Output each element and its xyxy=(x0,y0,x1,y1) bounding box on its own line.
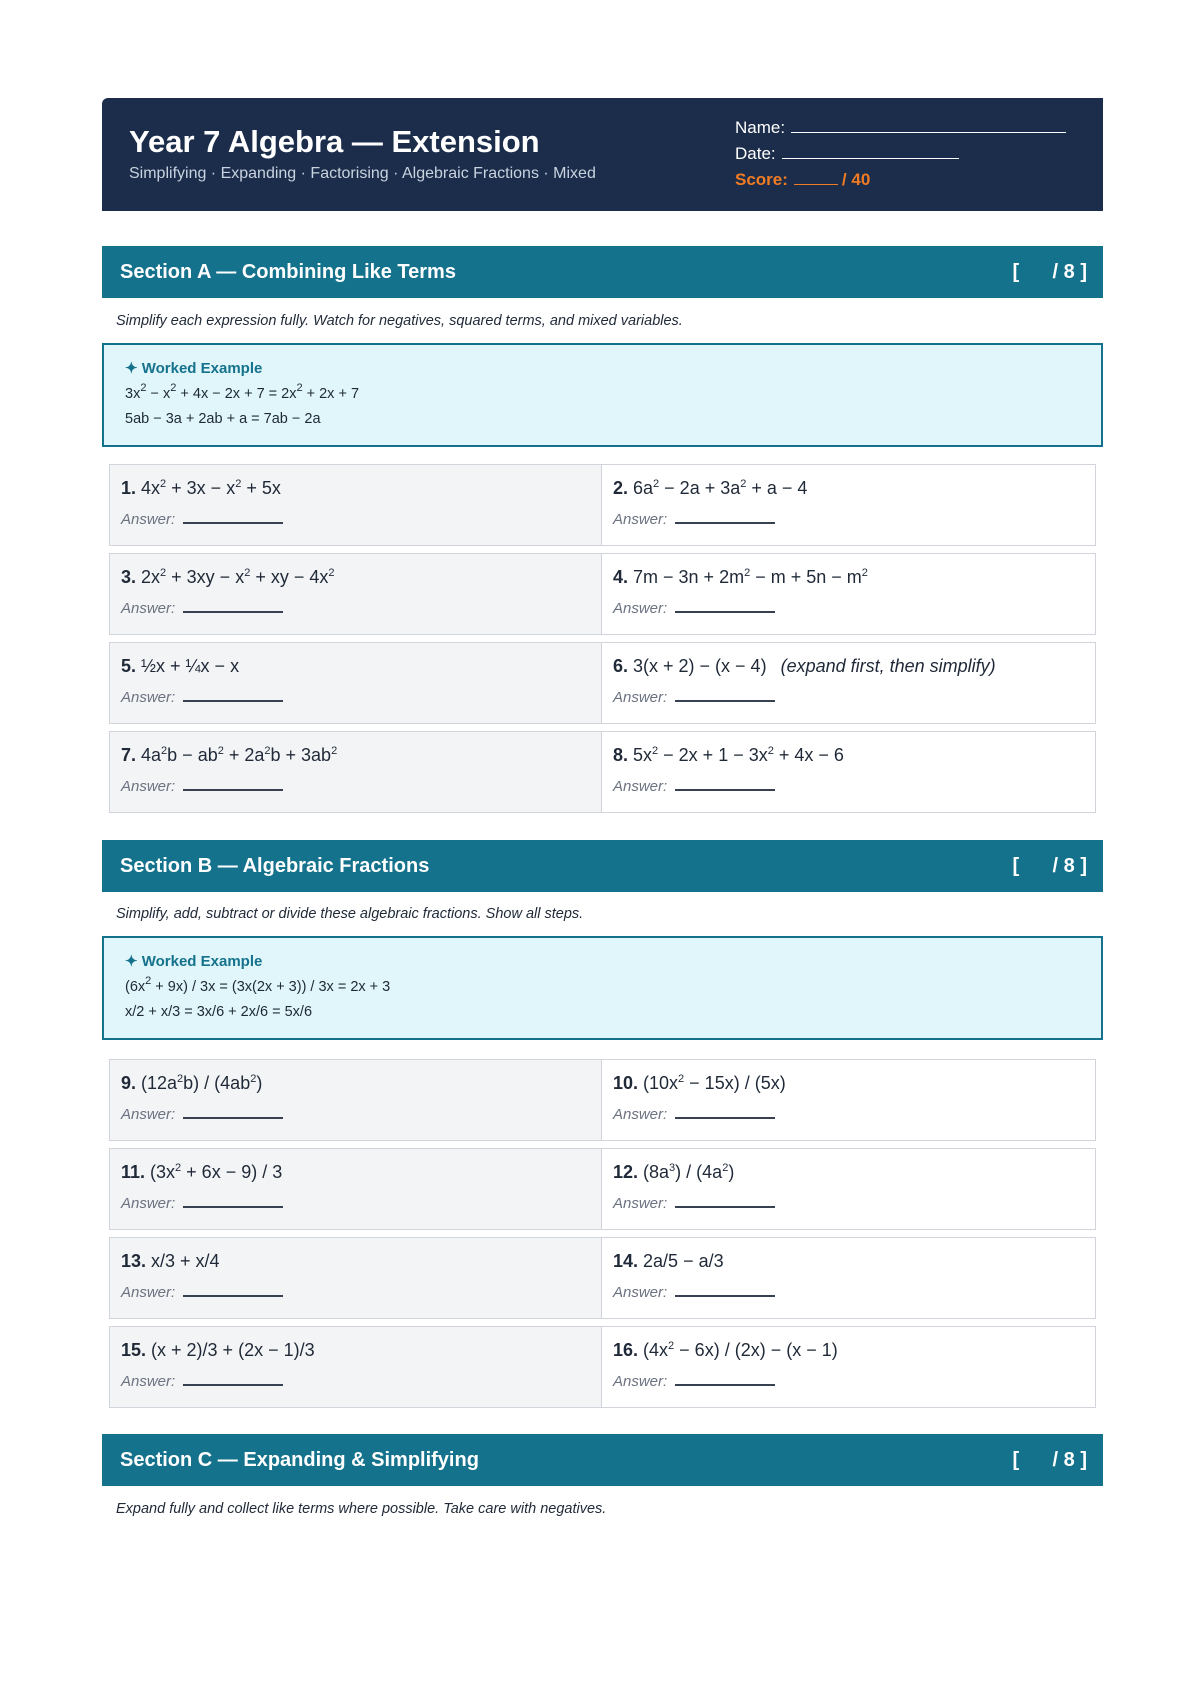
worksheet-subtitle: Simplifying · Expanding · Factorising · Algebraic Fractions · Mixed xyxy=(129,165,596,182)
section-marks: [ / 8 ] xyxy=(1012,261,1087,283)
section-c-header xyxy=(102,1434,1103,1486)
question-number: 8. xyxy=(613,745,634,765)
question-cell xyxy=(109,1148,602,1230)
name-label: Name: xyxy=(735,118,786,137)
question-text xyxy=(613,478,807,499)
answer-field[interactable] xyxy=(613,510,775,528)
question-cell xyxy=(109,553,602,635)
question-cell xyxy=(602,731,1096,813)
worksheet-title: Year 7 Algebra — Extension xyxy=(129,124,540,159)
question-expression: $(12a^2b) / (4ab^2)$ xyxy=(141,1073,263,1093)
answer-blank[interactable] xyxy=(675,510,775,524)
score-field[interactable] xyxy=(735,170,870,190)
question-expression: $(10x^2 - 15x) / (5x)$ xyxy=(643,1073,786,1093)
answer-field[interactable] xyxy=(121,1194,283,1212)
answer-field[interactable] xyxy=(613,1105,775,1123)
question-text xyxy=(613,1340,838,1361)
question-expression: $4a^2b - ab^2 + 2a^2b + 3ab^2$ xyxy=(141,745,338,765)
answer-blank[interactable] xyxy=(183,599,283,613)
answer-field[interactable] xyxy=(121,1372,283,1390)
answer-blank[interactable] xyxy=(183,1105,283,1119)
answer-label: Answer: xyxy=(121,1373,176,1390)
question-number: 9. xyxy=(121,1073,142,1093)
question-expression: $6a^2 - 2a + 3a^2 + a - 4$ xyxy=(633,478,808,498)
question-cell xyxy=(602,1148,1096,1230)
question-text xyxy=(613,1162,734,1183)
answer-blank[interactable] xyxy=(675,599,775,613)
question-text xyxy=(613,656,996,677)
question-expression: $7m - 3n + 2m^2 - m + 5n - m^2$ xyxy=(633,567,868,587)
section-b-header xyxy=(102,840,1103,892)
question-text xyxy=(613,1251,724,1272)
question-cell xyxy=(602,1237,1096,1319)
worked-example-label: ✦ Worked Example xyxy=(125,360,263,377)
question-number: 4. xyxy=(613,567,634,587)
question-cell xyxy=(602,1326,1096,1408)
worked-example-line: 5ab − 3a + 2ab + a = 7ab − 2a xyxy=(125,411,321,427)
answer-label: Answer: xyxy=(121,689,176,706)
answer-blank[interactable] xyxy=(675,1283,775,1297)
question-number: 10. xyxy=(613,1073,644,1093)
answer-blank[interactable] xyxy=(183,1283,283,1297)
question-row xyxy=(109,1326,1096,1408)
section-title: Section A — Combining Like Terms xyxy=(120,261,456,283)
question-cell xyxy=(109,1237,602,1319)
worksheet-header xyxy=(102,98,1103,211)
answer-label: Answer: xyxy=(613,1106,668,1123)
question-number: 5. xyxy=(121,656,142,676)
question-expression: 2a/5 − a/3 xyxy=(643,1251,724,1271)
question-expression: $2x^2 + 3xy - x^2$ + xy − $4x^2$ xyxy=(141,567,335,587)
question-text xyxy=(121,567,335,588)
question-number: 7. xyxy=(121,745,142,765)
question-number: 6. xyxy=(613,656,634,676)
question-text xyxy=(121,478,281,499)
question-number: 1. xyxy=(121,478,142,498)
question-cell xyxy=(109,1326,602,1408)
answer-blank[interactable] xyxy=(183,688,283,702)
worked-example-line: x/2 + x/3 = 3x/6 + 2x/6 = 5x/6 xyxy=(125,1004,313,1020)
answer-label: Answer: xyxy=(613,778,668,795)
answer-blank[interactable] xyxy=(183,777,283,791)
answer-label: Answer: xyxy=(613,1195,668,1212)
section-title: Section B — Algebraic Fractions xyxy=(120,855,430,877)
question-expression: $(3x^2 + 6x - 9) / 3$ xyxy=(150,1162,283,1182)
question-text xyxy=(613,745,844,766)
question-expression: $4x^2 + 3x - x^2 + 5x$ xyxy=(141,478,281,498)
date-label: Date: xyxy=(735,144,776,163)
question-text xyxy=(121,745,337,766)
answer-field[interactable] xyxy=(613,777,775,795)
question-row xyxy=(109,553,1096,635)
answer-field[interactable] xyxy=(121,1105,283,1123)
question-row xyxy=(109,464,1096,546)
question-row xyxy=(109,1148,1096,1230)
question-expression: ½x + ¼x − x xyxy=(141,656,240,676)
answer-label: Answer: xyxy=(613,600,668,617)
section-marks: [ / 8 ] xyxy=(1012,855,1087,877)
question-cell xyxy=(109,642,602,724)
score-total: / 40 xyxy=(841,170,871,189)
answer-blank[interactable] xyxy=(675,1194,775,1208)
answer-field[interactable] xyxy=(121,510,283,528)
answer-field[interactable] xyxy=(613,1372,775,1390)
answer-blank[interactable] xyxy=(675,777,775,791)
worked-example xyxy=(102,343,1103,447)
answer-blank[interactable] xyxy=(675,688,775,702)
question-cell xyxy=(602,1059,1096,1141)
answer-label: Answer: xyxy=(613,511,668,528)
question-hint: (expand first, then simplify) xyxy=(780,656,996,676)
answer-label: Answer: xyxy=(121,1284,176,1301)
question-expression: (x + 2)/3 + (2x − 1)/3 xyxy=(151,1340,315,1360)
answer-blank[interactable] xyxy=(183,1194,283,1208)
answer-label: Answer: xyxy=(121,600,176,617)
question-expression: $5x^2 - 2x + 1 - 3x^2 + 4x - 6$ xyxy=(633,745,844,765)
answer-field[interactable] xyxy=(613,1194,775,1212)
question-number: 14. xyxy=(613,1251,644,1271)
question-cell xyxy=(602,464,1096,546)
question-text xyxy=(121,1162,282,1183)
worked-example-line: $3x^2 - x^2 + 4x - 2x + 7 = 2x^2 + 2x + 7$ xyxy=(125,382,360,402)
question-expression: 3(x + 2) − (x − 4) xyxy=(633,656,767,676)
question-text xyxy=(613,567,868,588)
question-text xyxy=(613,1073,786,1094)
question-expression: x/3 + x/4 xyxy=(151,1251,220,1271)
worked-example-line: $(6x^2 + 9x) / 3x = (3x(2x + 3)) / 3x = 2x + 3$ xyxy=(125,975,391,995)
section-instruction: Expand fully and collect like terms where possible. Take care with negatives. xyxy=(116,1501,607,1517)
question-cell xyxy=(602,642,1096,724)
question-row xyxy=(109,731,1096,813)
answer-field[interactable] xyxy=(613,688,775,706)
question-number: 12. xyxy=(613,1162,644,1182)
answer-label: Answer: xyxy=(613,689,668,706)
answer-label: Answer: xyxy=(121,511,176,528)
question-text xyxy=(121,656,239,677)
question-cell xyxy=(109,1059,602,1141)
answer-blank[interactable] xyxy=(675,1372,775,1386)
date-blank[interactable] xyxy=(782,144,959,159)
section-title: Section C — Expanding & Simplifying xyxy=(120,1449,479,1471)
question-expression: $(4x^2 - 6x) / (2x) - (x - 1)$ xyxy=(643,1340,838,1360)
score-label: Score: xyxy=(735,170,788,189)
question-number: 11. xyxy=(121,1162,151,1182)
answer-field[interactable] xyxy=(613,599,775,617)
answer-field[interactable] xyxy=(121,688,283,706)
name-field[interactable] xyxy=(735,118,1066,138)
answer-label: Answer: xyxy=(121,1106,176,1123)
worked-example-label: ✦ Worked Example xyxy=(125,953,263,970)
question-row xyxy=(109,1059,1096,1141)
answer-field[interactable] xyxy=(121,599,283,617)
question-number: 13. xyxy=(121,1251,152,1271)
answer-label: Answer: xyxy=(613,1284,668,1301)
section-marks: [ / 8 ] xyxy=(1012,1449,1087,1471)
answer-blank[interactable] xyxy=(183,1372,283,1386)
answer-field[interactable] xyxy=(121,777,283,795)
name-blank[interactable] xyxy=(791,118,1066,133)
answer-label: Answer: xyxy=(121,778,176,795)
question-number: 16. xyxy=(613,1340,644,1360)
answer-label: Answer: xyxy=(121,1195,176,1212)
question-number: 2. xyxy=(613,478,634,498)
question-row xyxy=(109,1237,1096,1319)
section-instruction: Simplify, add, subtract or divide these algebraic fractions. Show all steps. xyxy=(116,906,584,922)
question-text xyxy=(121,1251,220,1272)
score-blank[interactable] xyxy=(794,170,838,185)
question-cell xyxy=(602,553,1096,635)
answer-label: Answer: xyxy=(613,1373,668,1390)
answer-blank[interactable] xyxy=(675,1105,775,1119)
section-a-header xyxy=(102,246,1103,298)
section-instruction: Simplify each expression fully. Watch for negatives, squared terms, and mixed variables. xyxy=(116,313,683,329)
question-cell xyxy=(109,464,602,546)
question-number: 3. xyxy=(121,567,142,587)
question-number: 15. xyxy=(121,1340,152,1360)
worked-example xyxy=(102,936,1103,1040)
answer-blank[interactable] xyxy=(183,510,283,524)
question-expression: $(8a^3) / (4a^2)$ xyxy=(643,1162,735,1182)
question-text xyxy=(121,1073,262,1094)
question-text xyxy=(121,1340,315,1361)
question-row xyxy=(109,642,1096,724)
answer-field[interactable] xyxy=(613,1283,775,1301)
date-field[interactable] xyxy=(735,144,959,164)
answer-field[interactable] xyxy=(121,1283,283,1301)
question-cell xyxy=(109,731,602,813)
